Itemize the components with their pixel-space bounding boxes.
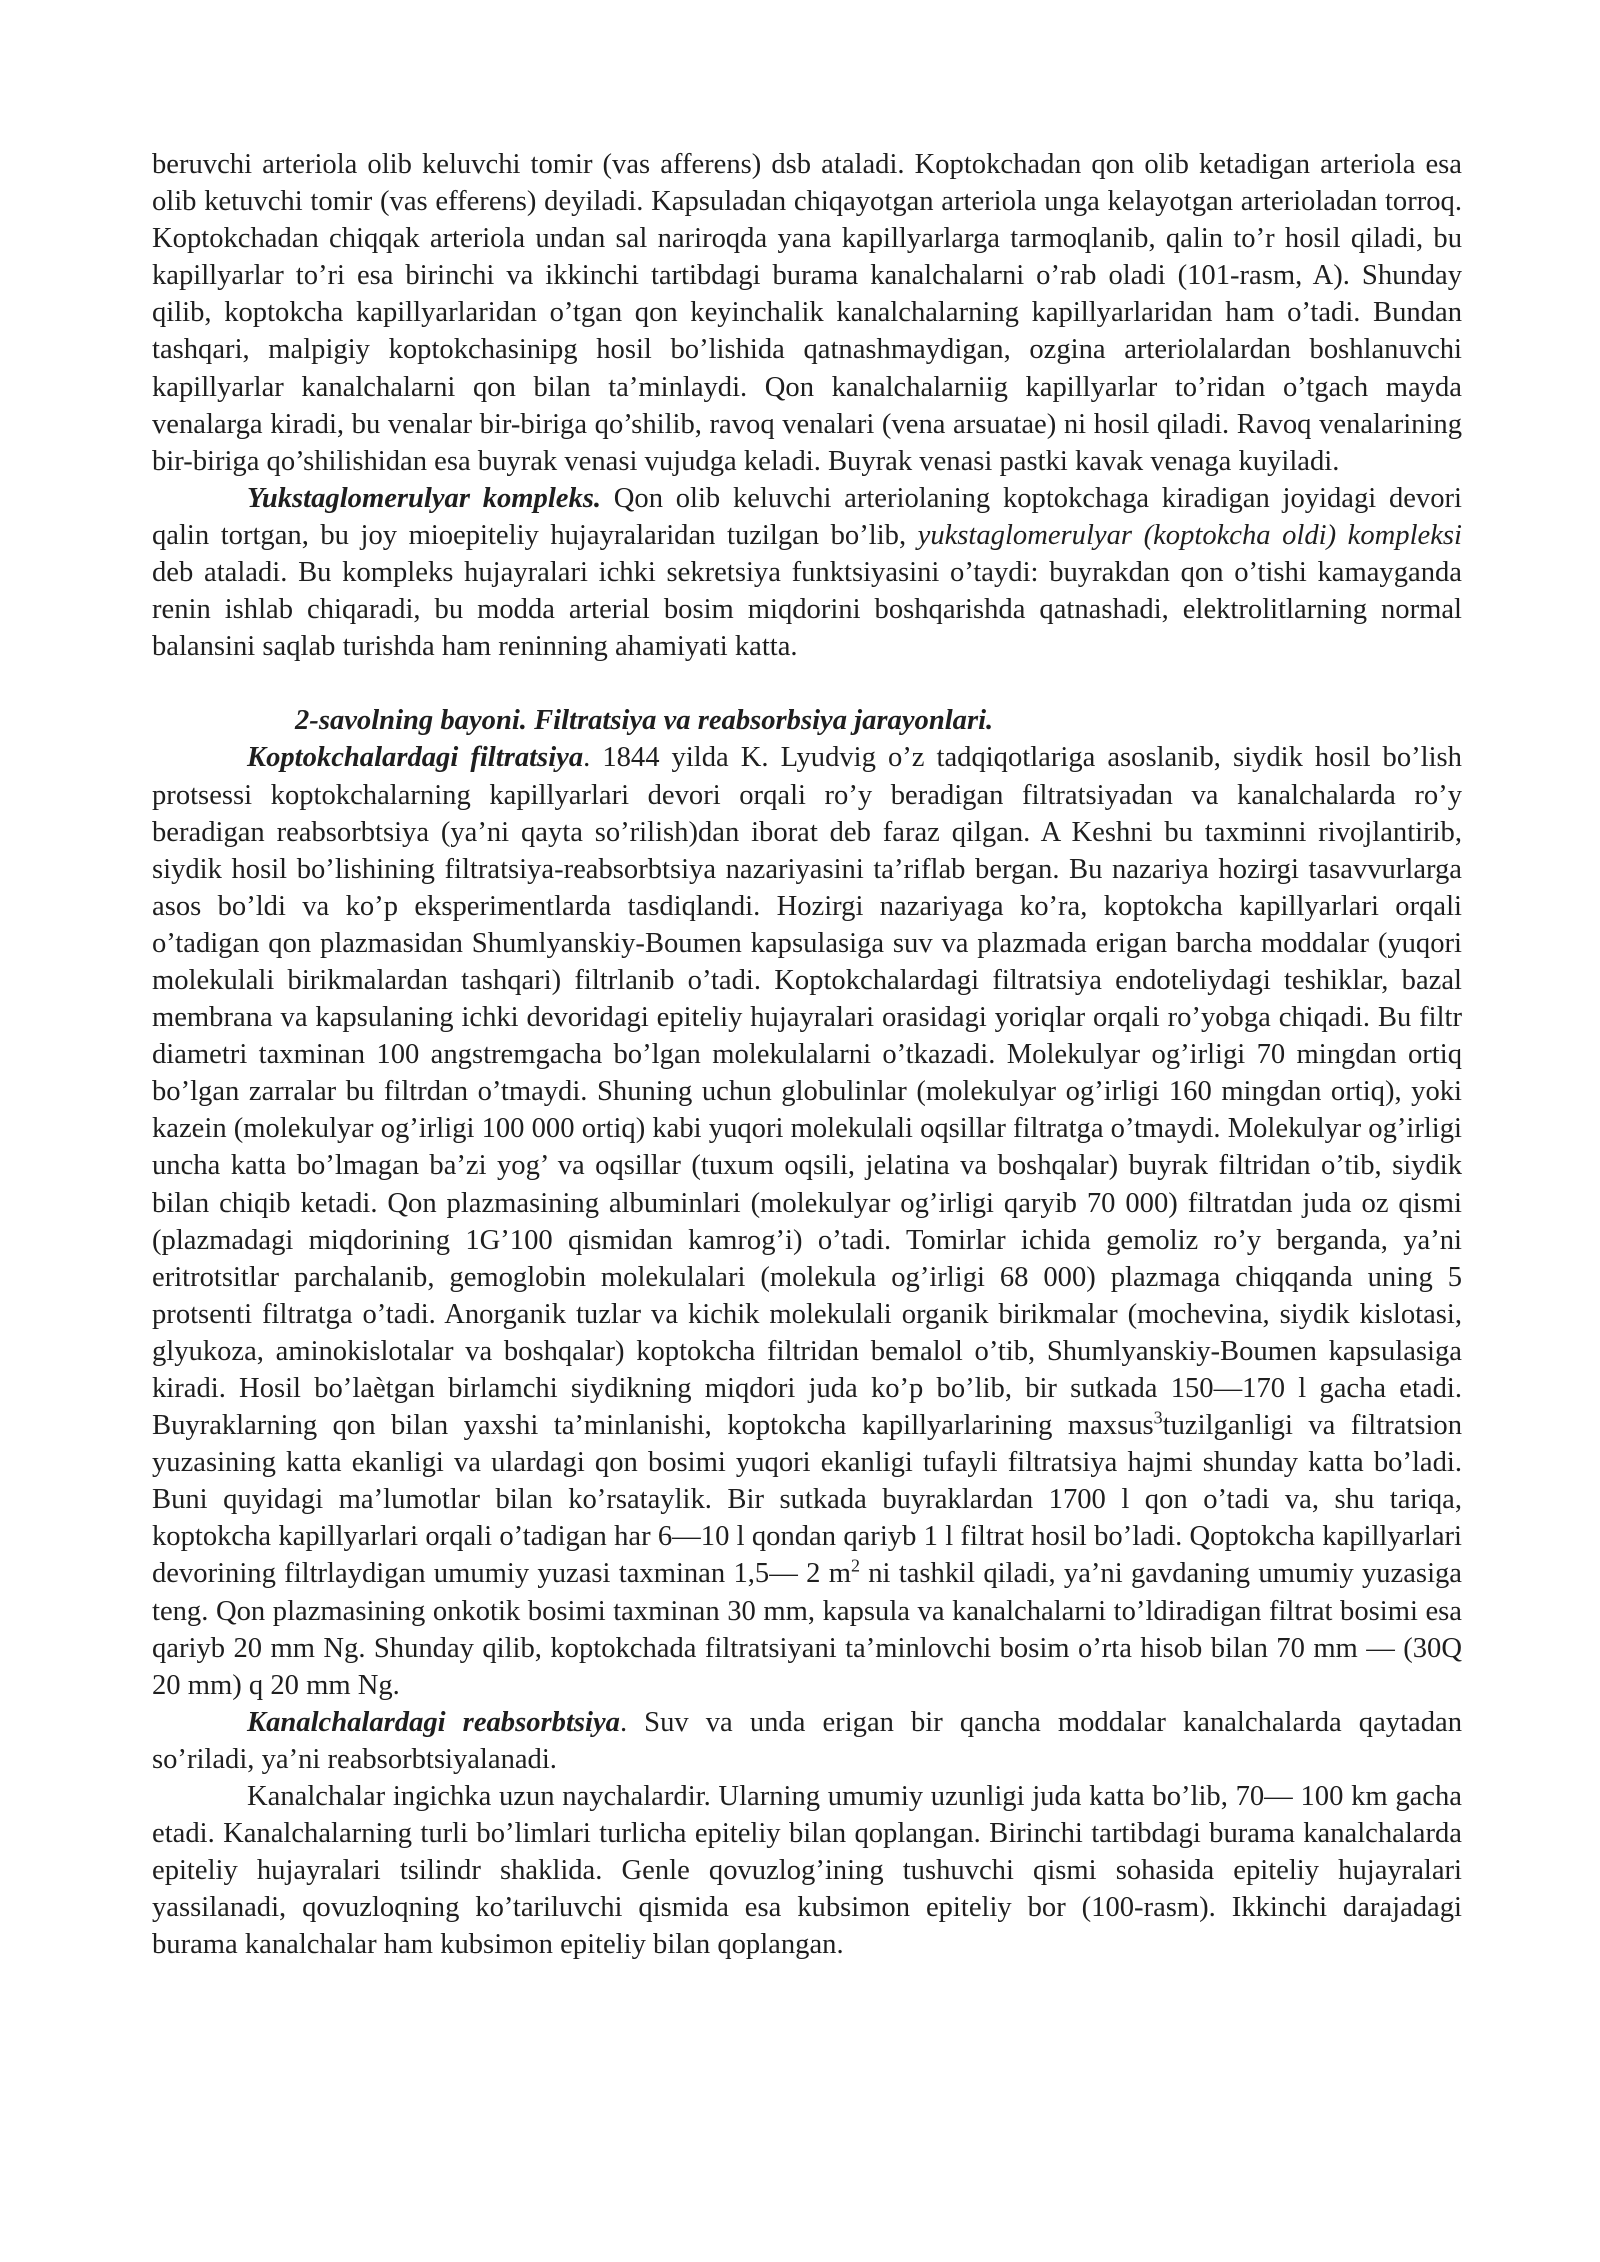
superscript: 3	[1153, 1407, 1163, 1428]
document-page	[152, 146, 1462, 1964]
paragraph-text: . Suv va unda erigan bir qancha moddalar kanalchalarda qaytadan so’riladi, ya’ni reabsorbtsiyalanadi.	[152, 1706, 1462, 1775]
paragraph-filtration	[152, 739, 1462, 1703]
italic-phrase: yukstaglomerulyar (koptokcha oldi) kompleksi	[917, 519, 1462, 551]
paragraph-text: deb ataladi. Bu kompleks hujayralari ichki sekretsiya funktsiyasini o’taydi: buyrakdan qon o’tishi kamayganda renin ishlab chiqaradi, bu modda arterial bosim miqdorini boshqarishda qatnashadi, elektrolitlarning normal balansini saqlab turishda ham reninning ahamiyati katta.	[152, 557, 1462, 663]
term-juxtaglomerular: Yukstaglomerulyar kompleks.	[247, 482, 602, 514]
paragraph-text: tuzilganligi va filtratsion yuzasining katta ekanligi va ulardagi qon bosimi yuqori ekanligi tufayli filtratsiya hajmi shunday katta bo’ladi. Buni quyidagi ma’lumotlar bilan ko’rsataylik. Bir sutkada buyraklardan 1700 l qon o’tadi va, shu tariqa, koptokcha kapillyarlari orqali o’tadigan har 6—10 l qondan qariyb 1 l filtrat hosil bo’ladi. Qoptokcha kapillyarlari devorining filtrlaydigan umumiy yuzasi taxminan 1,5— 2 m	[152, 1410, 1462, 1590]
paragraph-juxtaglomerular	[152, 480, 1462, 665]
paragraph-text: .	[583, 742, 591, 774]
paragraph-reabsorption	[152, 1704, 1462, 1778]
term-reabsorption: Kanalchalardagi reabsorbtsiya	[247, 1706, 620, 1738]
paragraph-text: 1844 yilda K. Lyudvig o’z tadqiqotlariga asoslanib, siydik hosil bo’lish protsessi koptokchalarning kapillyarlari devori orqali ro’y beradigan filtratsiyadan va kanalchalarda ro’y beradigan reabsorbtsiya (ya’ni qayta so’rilish)dan iborat deb faraz qilgan. A Keshni bu taxminni rivojlantirib, siydik hosil bo’lishining filtratsiya-reabsorbtsiya nazariyasini ta’riflab bergan. Bu nazariya hozirgi tasavvurlarga asos bo’ldi va ko’p eksperimentlarda tasdiqlandi. Hozirgi nazariyaga ko’ra, koptokcha kapillyarlari orqali o’tadigan qon plazmasidan Shumlyanskiy-Boumen kapsulasiga suv va plazmada erigan barcha moddalar (yuqori molekulali birikmalardan tashqari) filtrlanib o’tadi. Koptokchalardagi filtratsiya endoteliydagi teshiklar, bazal membrana va kapsulaning ichki devoridagi epiteliy hujayralari orasidagi yoriqlar orqali ro’yobga chiqadi. Bu filtr diametri taxminan 100 angstremgacha bo’lgan molekulalarni o’tkazadi. Molekulyar og’irligi 70 mingdan ortiq bo’lgan zarralar bu filtrdan o’tmaydi. Shuning uchun globulinlar (molekulyar og’irligi 160 mingdan ortiq), yoki kazein (molekulyar og’irligi 100 000 ortiq) kabi yuqori molekulali oqsillar filtratga o’tmaydi. Molekulyar og’irligi uncha katta bo’lmagan ba’zi yog’ va oqsillar (tuxum oqsili, jelatina va boshqalar) buyrak filtridan o’tib, siydik bilan chiqib ketadi. Qon plazmasining albuminlari (molekulyar og’irligi qaryib 70 000) filtratdan juda oz qismi (plazmadagi miqdorining 1G’100 qismidan kamrog’i) o’tadi. Tomirlar ichida gemoliz ro’y berganda, ya’ni eritrotsitlar parchalanib, gemoglobin molekulalari (molekula og’irligi 68 000) plazmaga chiqqanda uning 5 protsenti filtratga o’tadi. Anorganik tuzlar va kichik molekulali organik birikmalar (mochevina, siydik kislotasi, glyukoza, aminokislotalar va boshqalar) koptokcha filtridan bemalol o’tib, Shumlyanskiy-Boumen kapsulasiga kiradi. Hosil bo’laètgan birlamchi siydikning miqdori juda ko’p bo’lib, bir sutkada 150—170 l gacha etadi. Buyraklarning qon bilan yaxshi ta’minlanishi, koptokcha kapillyarlarining maxsus	[152, 742, 1462, 1442]
paragraph-text: ni tashkil qiladi, ya’ni gavdaning umumiy yuzasiga teng. Qon plazmasining onkotik bosimi taxminan 30 mm, kapsula va kanalchalarni to’ldiradigan filtrat bosimi esa qariyb 20 mm Ng. Shunday qilib, koptokchada filtratsiyani ta’minlovchi bosim o’rta hisob bilan 70 mm — (30Q 20 mm) q 20 mm Ng.	[152, 1558, 1462, 1701]
paragraph-blood-supply: beruvchi arteriola olib keluvchi tomir (vas afferens) dsb ataladi. Koptokchadan qon olib ketadigan arteriola esa olib ketuvchi tomir (vas efferens) deyiladi. Kapsuladan chiqayotgan arteriola unga kelayotgan arterioladan torroq. Koptokchadan chiqqak arteriola undan sal nariroqda yana kapillyarlarga tarmoqlanib, qalin to’r hosil qiladi, bu kapillyarlar to’ri esa birinchi va ikkinchi tartibdagi burama kanalchalarni o’rab oladi (101-rasm, A). Shunday qilib, koptokcha kapillyarlaridan o’tgan qon keyinchalik kanalchalarning kapillyarlaridan ham o’tadi. Bundan tashqari, malpigiy koptokchasinipg hosil bo’lishida qatnashmaydigan, ozgina arteriolalardan boshlanuvchi kapillyarlar kanalchalarni qon bilan ta’minlaydi. Qon kanalchalarniig kapillyarlar to’ridan o’tgach mayda venalarga kiradi, bu venalar bir-biriga qo’shilib, ravoq venalari (vena arsuatae) ni hosil qiladi. Ravoq venalarining bir-biriga qo’shilishidan esa buyrak venasi vujudga keladi. Buyrak venasi pastki kavak venaga kuyiladi.	[152, 149, 1462, 477]
paragraph-tubules: Kanalchalar ingichka uzun naychalardir. Ularning umumiy uzunligi juda katta bo’lib, 70— 100 km gacha etadi. Kanalchalarning turli bo’limlari turlicha epiteliy bilan qoplangan. Birinchi tartibdagi burama kanalchalarda epiteliy hujayralari tsilindr shaklida. Genle qovuzlog’ining tushuvchi qismi sohasida epiteliy hujayralari yassilanadi, qovuzloqning ko’tariluvchi qismida esa kubsimon epiteliy bor (100-rasm). Ikkinchi darajadagi burama kanalchalar ham kubsimon epiteliy bilan qoplangan.	[152, 1781, 1462, 1961]
term-filtration: Koptokchalardagi filtratsiya	[247, 742, 584, 774]
section-heading: 2-savolning bayoni. Filtratsiya va reabsorbsiya jarayonlari.	[295, 705, 994, 737]
superscript: 2	[850, 1555, 860, 1576]
paragraph-text: Qon olib keluvchi arteriolaning koptokchaga kiradigan joyidagi devori qalin tortgan, bu joy mioepiteliy hujayralaridan tuzilgan bo’lib,	[152, 482, 1462, 551]
